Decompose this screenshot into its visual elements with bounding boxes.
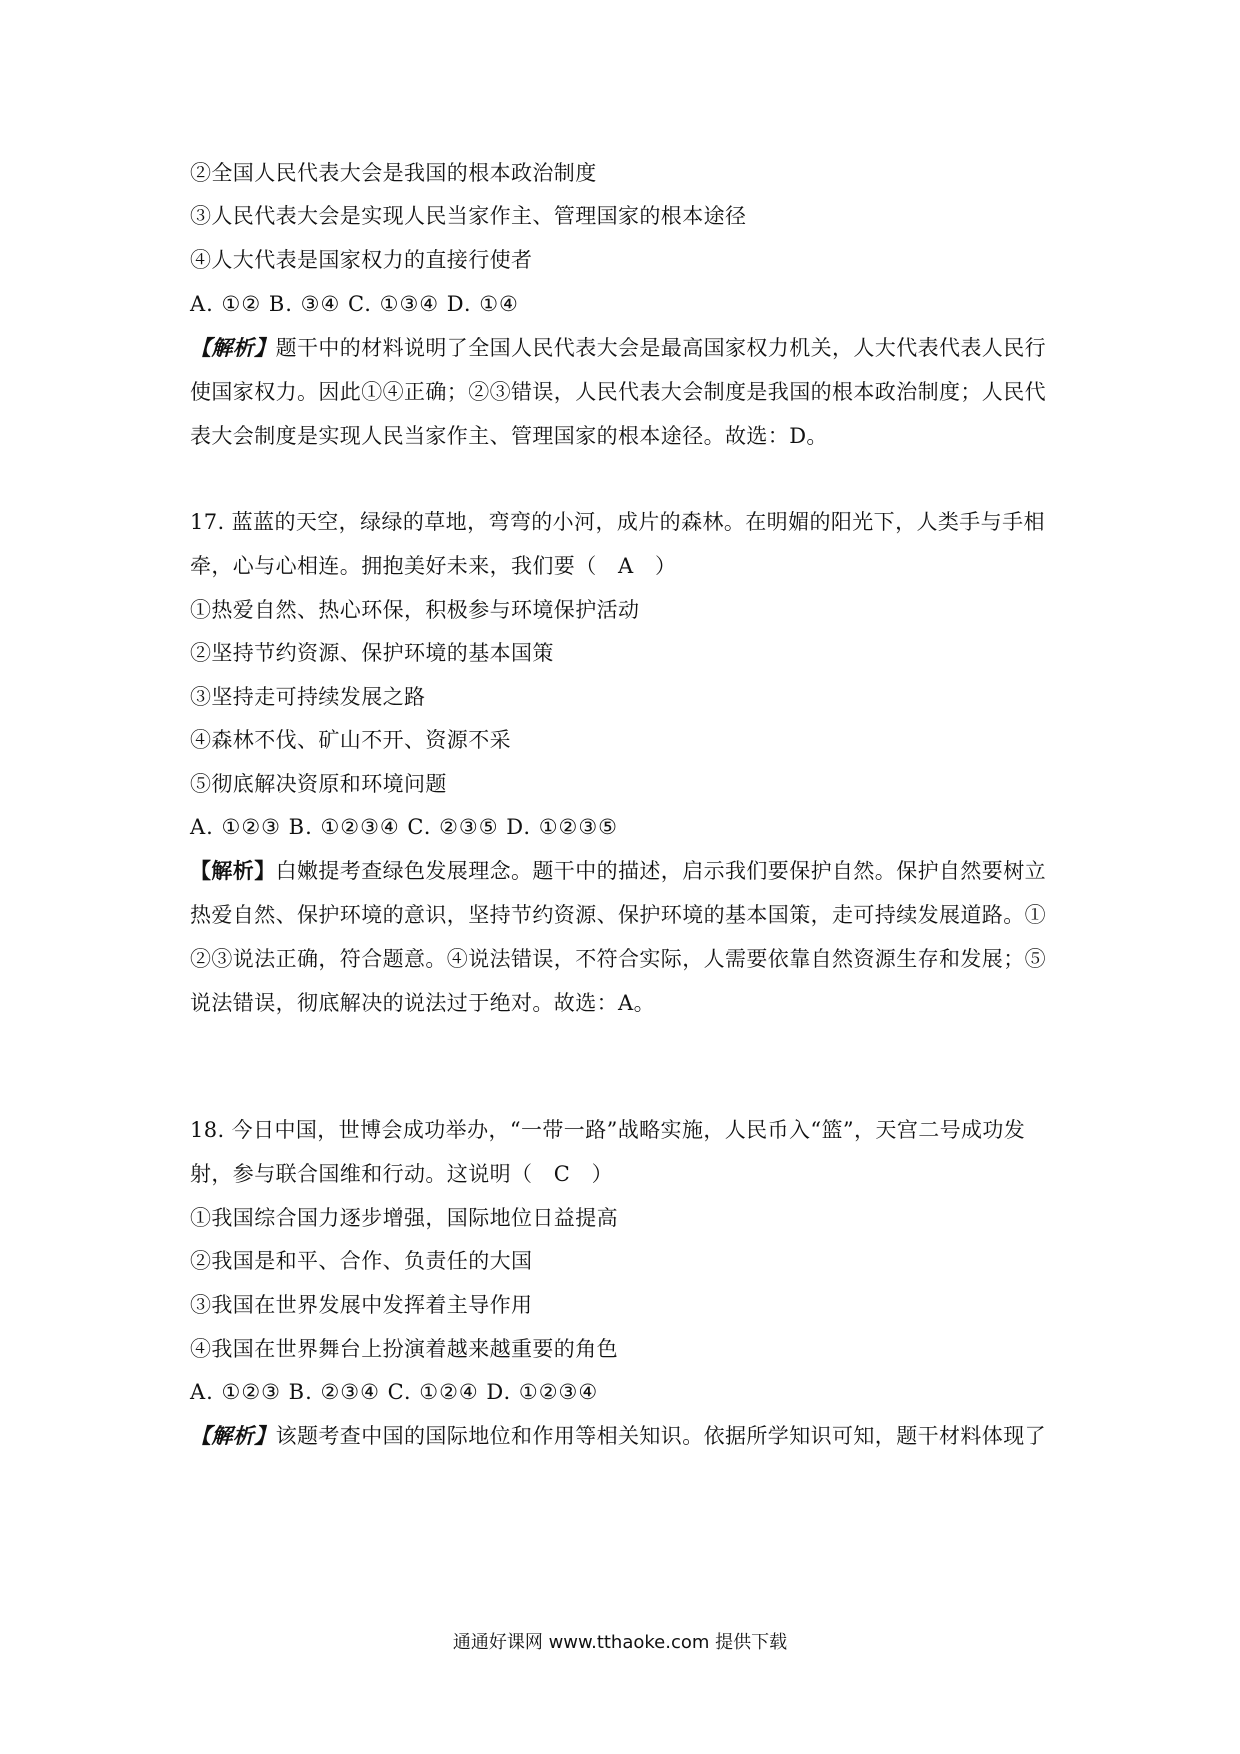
- q17-analysis-line-3: ②③说法正确，符合题意。④说法错误，不符合实际，人需要依靠自然资源生存和发展；⑤: [190, 947, 1046, 971]
- q17-analysis-line-2: 热爱自然、保护环境的意识，坚持节约资源、保护环境的基本国策，走可持续发展道路。①: [190, 903, 1046, 927]
- q17-analysis-line-4: 说法错误，彻底解决的说法过于绝对。故选：A。: [190, 991, 655, 1015]
- q18-item-4: ④我国在世界舞台上扮演着越来越重要的角色: [190, 1337, 618, 1361]
- q18-item-1: ①我国综合国力逐步增强，国际地位日益提高: [190, 1206, 618, 1230]
- q17-item-2: ②坚持节约资源、保护环境的基本国策: [190, 641, 554, 665]
- q17-item-3: ③坚持走可持续发展之路: [190, 685, 426, 709]
- page-footer: 通通好课网 www.tthaoke.com 提供下载: [452, 1632, 788, 1653]
- q17-analysis-line-1: [190, 856, 1060, 886]
- q17-item-5: ⑤彻底解决资原和环境问题: [190, 772, 447, 796]
- q16-item-4: ④人大代表是国家权力的直接行使者: [190, 248, 533, 272]
- q17-stem-line-2: 牵，心与心相连。拥抱美好未来，我们要（ A ）: [190, 554, 677, 578]
- analysis-tag: 【解析】: [190, 858, 276, 883]
- q16-analysis-line-1: [190, 333, 1060, 363]
- analysis-text: 题干中的材料说明了全国人民代表大会是最高国家权力机关，人大代表代表人民行: [275, 336, 1047, 360]
- q16-analysis-line-2: 使国家权力。因此①④正确；②③错误，人民代表大会制度是我国的根本政治制度；人民代: [190, 380, 1046, 404]
- q17-stem-line-1: 17. 蓝蓝的天空，绿绿的草地，弯弯的小河，成片的森林。在明媚的阳光下，人类手与手相: [190, 510, 1045, 534]
- analysis-text: 该题考查中国的国际地位和作用等相关知识。依据所学知识可知，题干材料体现了: [275, 1424, 1047, 1448]
- q16-item-3: ③人民代表大会是实现人民当家作主、管理国家的根本途径: [190, 204, 747, 228]
- q16-analysis-line-3: 表大会制度是实现人民当家作主、管理国家的根本途径。故选：D。: [190, 424, 828, 448]
- analysis-tag: 【解析】: [190, 1423, 276, 1448]
- q18-stem-line-1: 18. 今日中国，世博会成功举办，“一带一路”战略实施，人民币入“篮”，天宫二号成功发: [190, 1118, 1026, 1142]
- q17-options: A. ①②③ B. ①②③④ C. ②③⑤ D. ①②③⑤: [190, 815, 618, 839]
- q18-stem-line-2: 射，参与联合国维和行动。这说明（ C ）: [190, 1162, 614, 1186]
- q16-item-2: ②全国人民代表大会是我国的根本政治制度: [190, 161, 597, 185]
- q18-item-3: ③我国在世界发展中发挥着主导作用: [190, 1293, 533, 1317]
- q18-analysis-line-1: [190, 1421, 1060, 1451]
- q18-item-2: ②我国是和平、合作、负责任的大国: [190, 1249, 533, 1273]
- analysis-tag: 【解析】: [190, 335, 276, 360]
- analysis-text: 白嫩提考查绿色发展理念。题干中的描述，启示我们要保护自然。保护自然要树立: [275, 859, 1047, 883]
- q18-options: A. ①②③ B. ②③④ C. ①②④ D. ①②③④: [190, 1380, 599, 1404]
- q17-item-1: ①热爱自然、热心环保，积极参与环境保护活动: [190, 598, 640, 622]
- q16-options: A. ①② B. ③④ C. ①③④ D. ①④: [190, 292, 519, 316]
- q17-item-4: ④森林不伐、矿山不开、资源不采: [190, 728, 511, 752]
